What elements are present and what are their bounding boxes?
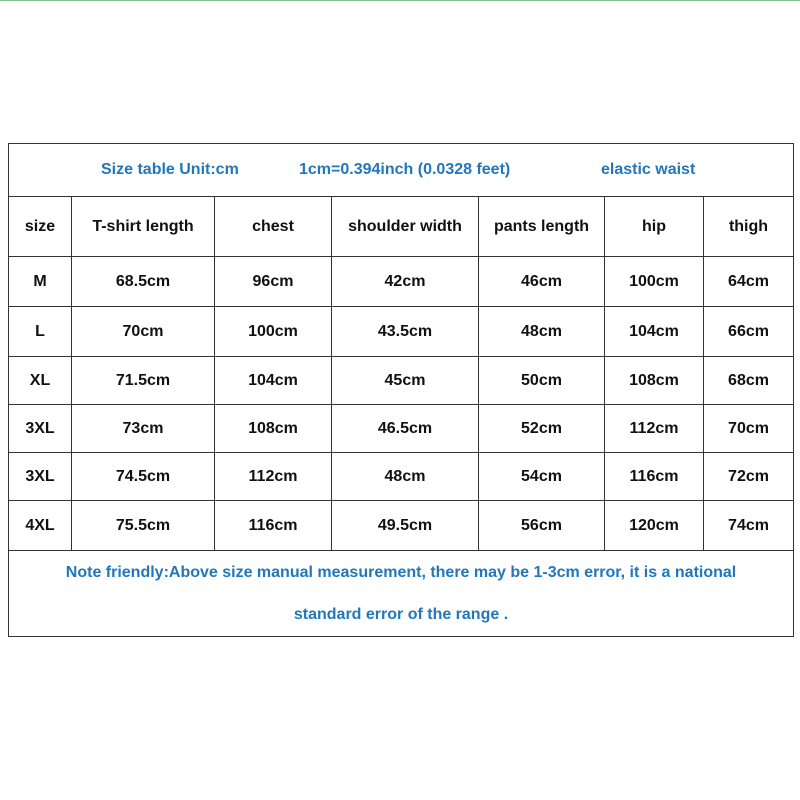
shoulder-width-cell: 42cm [332, 257, 479, 307]
size-cell: 3XL [9, 405, 72, 453]
pants-length-cell: 48cm [479, 307, 605, 357]
column-header-row [9, 197, 794, 257]
pants-length-cell: 50cm [479, 357, 605, 405]
thigh-cell: 66cm [704, 307, 794, 357]
chest-cell: 108cm [215, 405, 332, 453]
table-row [9, 307, 794, 357]
column-header-chest: chest [215, 197, 332, 257]
header-inner [9, 144, 793, 196]
conversion-label: 1cm=0.394inch (0.0328 feet) [299, 161, 511, 178]
tshirt-length-cell: 75.5cm [72, 501, 215, 551]
note-row [9, 551, 794, 637]
size-cell: 4XL [9, 501, 72, 551]
tshirt-length-cell: 71.5cm [72, 357, 215, 405]
table-row [9, 357, 794, 405]
tshirt-length-cell: 70cm [72, 307, 215, 357]
chest-cell: 100cm [215, 307, 332, 357]
shoulder-width-cell: 49.5cm [332, 501, 479, 551]
chest-cell: 104cm [215, 357, 332, 405]
pants-length-cell: 56cm [479, 501, 605, 551]
elastic-waist-label: elastic waist [601, 161, 696, 178]
size-cell: XL [9, 357, 72, 405]
tshirt-length-cell: 73cm [72, 405, 215, 453]
hip-cell: 116cm [605, 453, 704, 501]
column-header-size: size [9, 197, 72, 257]
table-row [9, 501, 794, 551]
shoulder-width-cell: 46.5cm [332, 405, 479, 453]
size-cell: M [9, 257, 72, 307]
thigh-cell: 68cm [704, 357, 794, 405]
table-row [9, 453, 794, 501]
top-divider-line [0, 0, 800, 1]
thigh-cell: 74cm [704, 501, 794, 551]
chest-cell: 116cm [215, 501, 332, 551]
column-header-hip: hip [605, 197, 704, 257]
shoulder-width-cell: 43.5cm [332, 307, 479, 357]
size-cell: L [9, 307, 72, 357]
chest-cell: 96cm [215, 257, 332, 307]
hip-cell: 108cm [605, 357, 704, 405]
pants-length-cell: 52cm [479, 405, 605, 453]
tshirt-length-cell: 68.5cm [72, 257, 215, 307]
unit-label: Size table Unit:cm [101, 161, 239, 178]
hip-cell: 112cm [605, 405, 704, 453]
thigh-cell: 64cm [704, 257, 794, 307]
table-row [9, 257, 794, 307]
hip-cell: 120cm [605, 501, 704, 551]
pants-length-cell: 46cm [479, 257, 605, 307]
note-line-2: standard error of the range . [293, 605, 509, 623]
thigh-cell: 72cm [704, 453, 794, 501]
size-chart-table [8, 143, 794, 637]
column-header-pants-length: pants length [479, 197, 605, 257]
hip-cell: 104cm [605, 307, 704, 357]
header-cell [9, 144, 794, 197]
chest-cell: 112cm [215, 453, 332, 501]
pants-length-cell: 54cm [479, 453, 605, 501]
column-header-shoulder-width: shoulder width [332, 197, 479, 257]
note-cell [9, 551, 794, 637]
note-line-1: Note friendly:Above size manual measurement, there may be 1-3cm error, it is a national [65, 563, 737, 581]
column-header-tshirt-length: T-shirt length [72, 197, 215, 257]
thigh-cell: 70cm [704, 405, 794, 453]
tshirt-length-cell: 74.5cm [72, 453, 215, 501]
hip-cell: 100cm [605, 257, 704, 307]
column-header-thigh: thigh [704, 197, 794, 257]
shoulder-width-cell: 45cm [332, 357, 479, 405]
size-cell: 3XL [9, 453, 72, 501]
shoulder-width-cell: 48cm [332, 453, 479, 501]
table-row [9, 405, 794, 453]
table-header-band [9, 144, 794, 197]
